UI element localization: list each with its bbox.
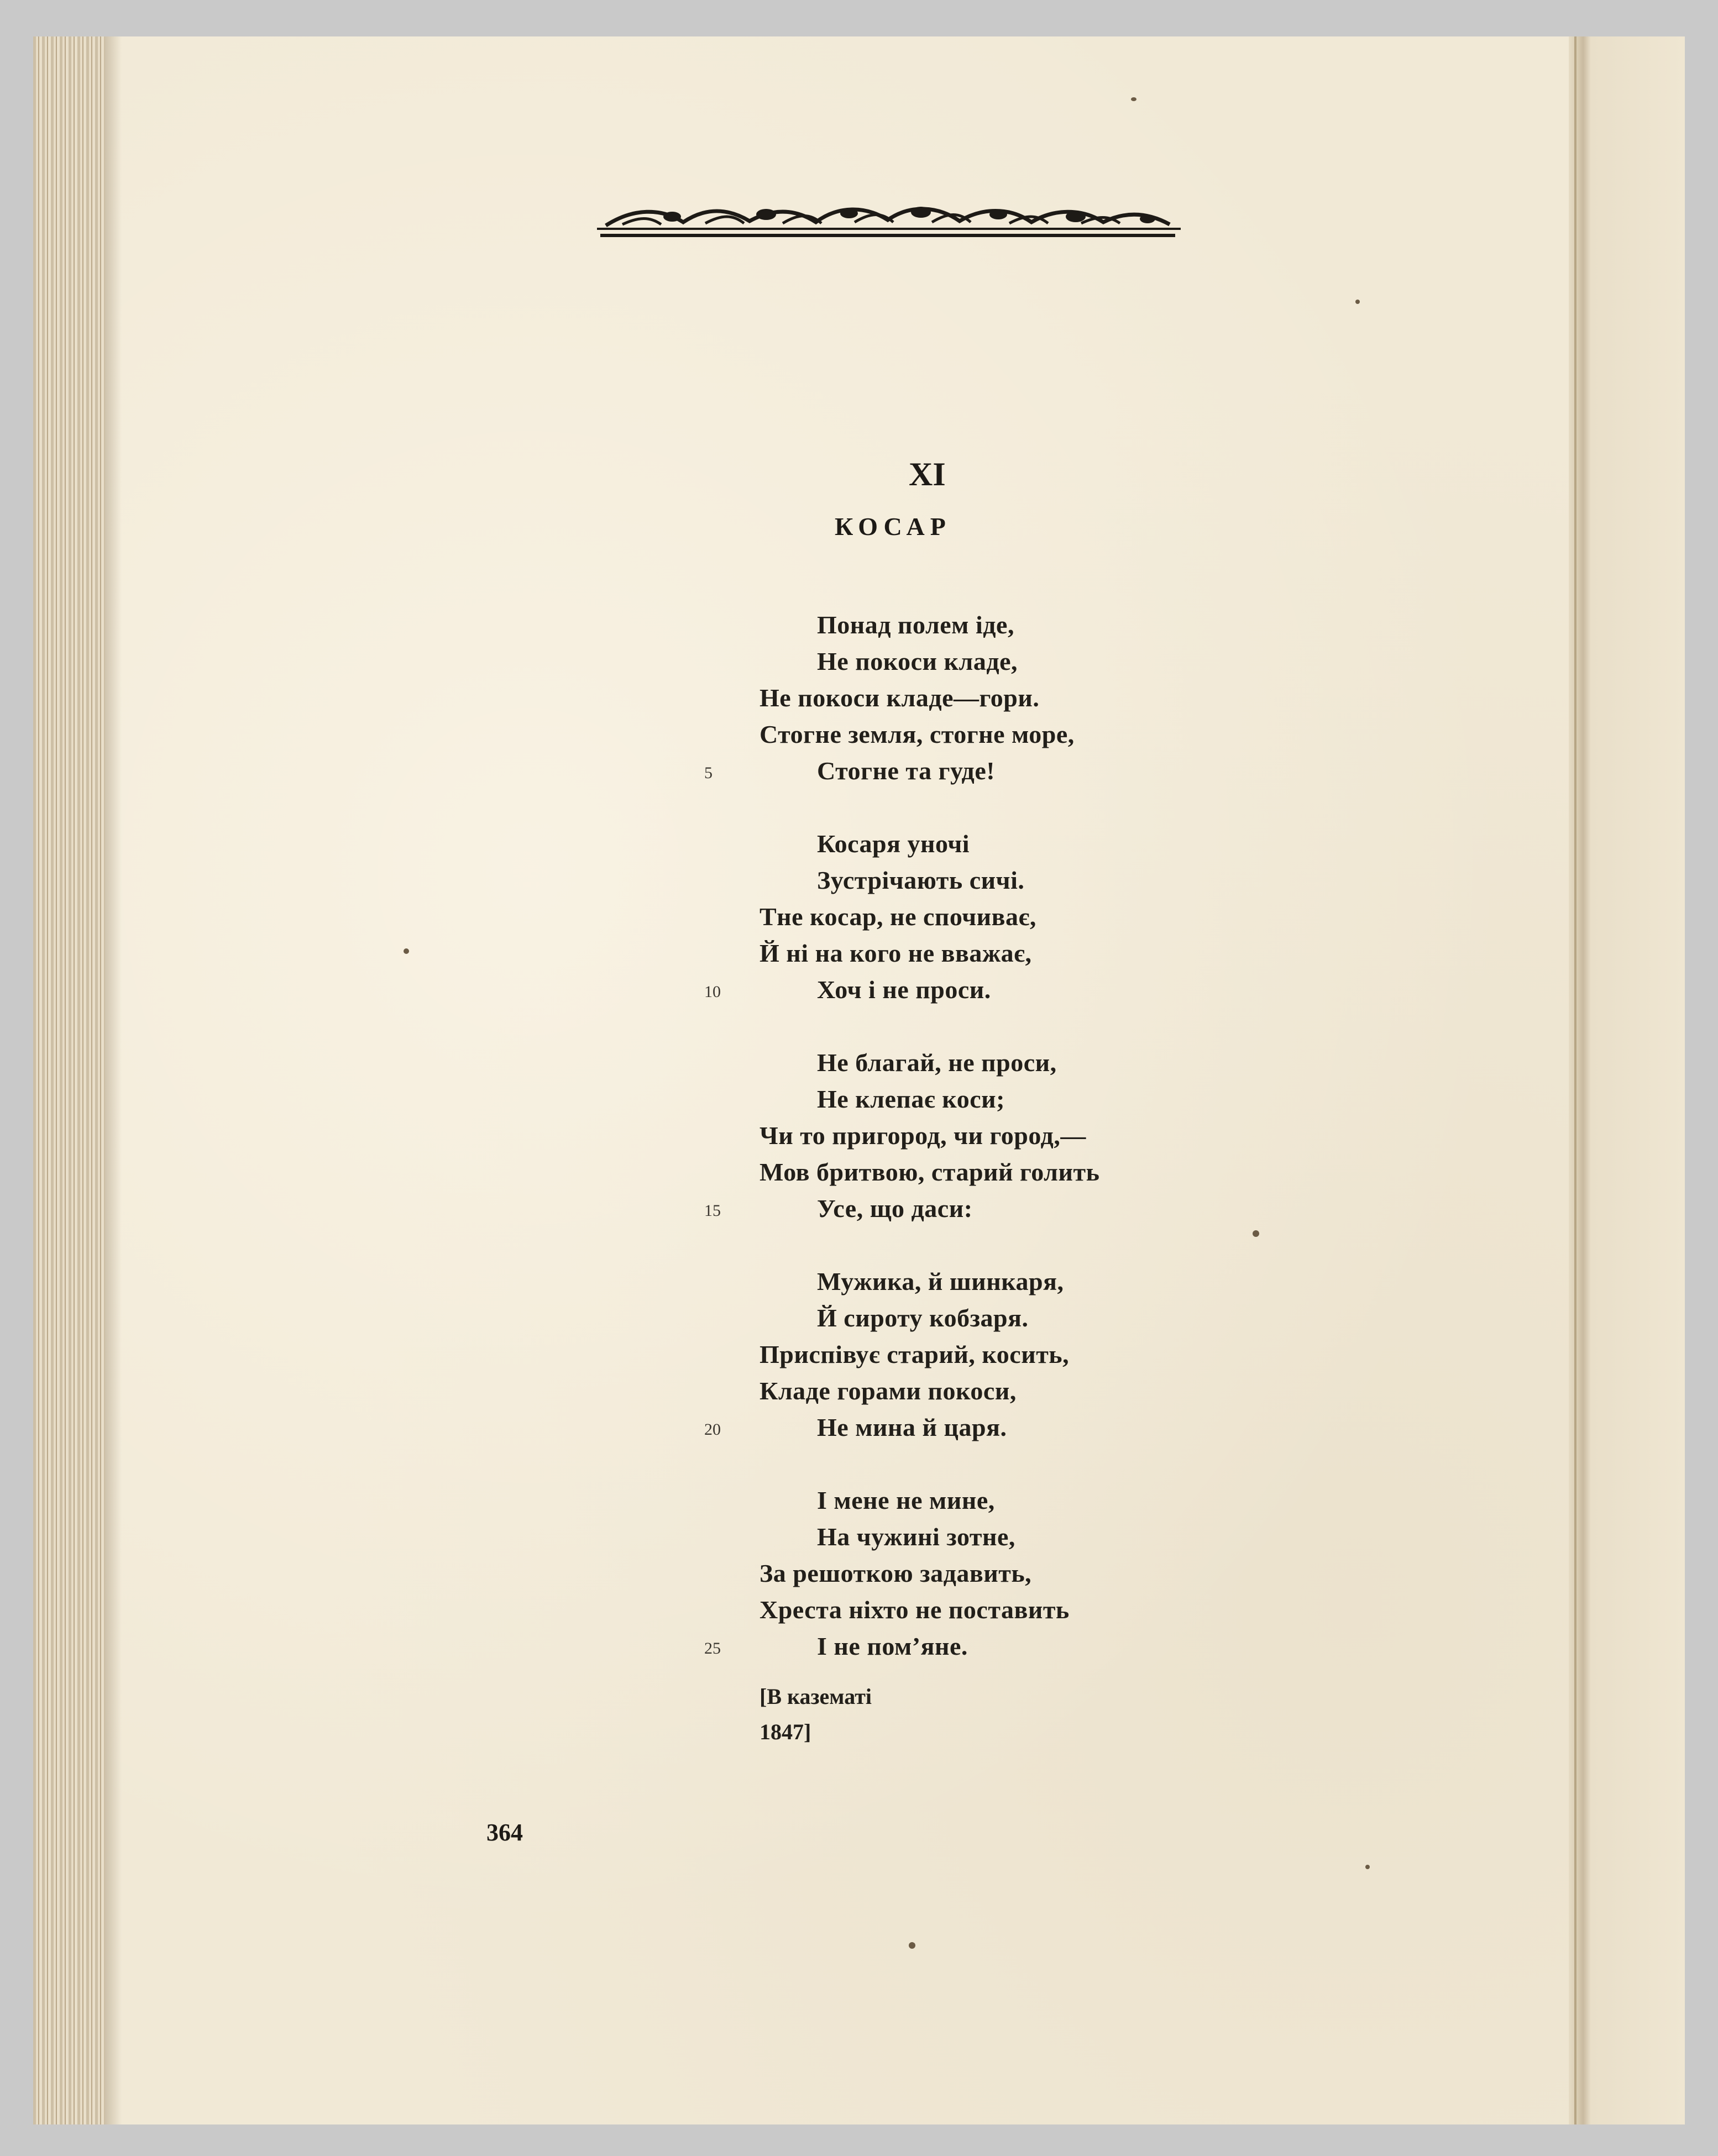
poem-line: Мов бритвою, старий голить [760,1158,1100,1186]
poem-line: Й сироту кобзаря. [817,1304,1029,1332]
line-number: 20 [704,1420,721,1439]
poem-line: Стогне та гуде! [817,757,996,785]
section-number: XI [909,456,946,492]
poem-line: Й ні на кого не вважає, [760,939,1032,967]
poem-line: На чужині зотне, [817,1523,1015,1551]
poem-line: Не мина й царя. [817,1413,1007,1441]
line-number: 10 [704,983,721,1001]
scan-speck [1253,1230,1259,1237]
poem-line: Кладе горами покоси, [760,1377,1017,1405]
poem-line: Косаря уночі [817,830,970,858]
poem-line: Мужика, й шинкаря, [817,1267,1064,1295]
gutter-fold [1574,36,1576,2124]
poem-line: Хреста ніхто не поставить [760,1596,1070,1624]
scan-speck [1131,97,1136,101]
book-page [33,36,1685,2124]
ornamental-headpiece [589,200,1187,244]
poem-line: Не клепає коси; [817,1085,1005,1113]
poem-line: Понад полем іде, [817,611,1014,639]
poem-line: Усе, що даси: [817,1194,973,1223]
poem-line: Стогне земля, стогне море, [760,720,1075,748]
line-number: 25 [704,1639,721,1657]
poem-title: КОСАР [835,512,951,541]
poem-line: Тне косар, не спочиває, [760,903,1036,931]
page-number: 364 [486,1819,523,1846]
poem-line: Не покоси кладе, [817,647,1018,675]
dateline-line: [В казематі [760,1684,872,1709]
poem-line: І не пом’яне. [817,1632,968,1660]
poem-line: Чи то пригород, чи город,— [760,1121,1086,1150]
poem-line: Не покоси кладе—гори. [760,684,1040,712]
line-number: 15 [704,1202,721,1220]
poem-line: Приспівує старий, косить, [760,1340,1070,1368]
scan-speck [404,948,409,954]
poem-line: Зустрічають сичі. [817,866,1025,894]
dateline-line: 1847] [760,1719,811,1744]
facing-page-edge [1569,36,1685,2124]
poem-line: За решоткою задавить, [760,1559,1032,1587]
scan-speck [1365,1865,1370,1869]
poem-line: І мене не мине, [817,1486,995,1514]
scan-speck [909,1942,915,1949]
line-number: 5 [704,764,713,782]
poem-line: Хоч і не проси. [817,975,991,1004]
poem-line: Не благай, не проси, [817,1048,1057,1077]
scan-speck [1355,300,1360,304]
book-binding-edge [33,36,105,2124]
